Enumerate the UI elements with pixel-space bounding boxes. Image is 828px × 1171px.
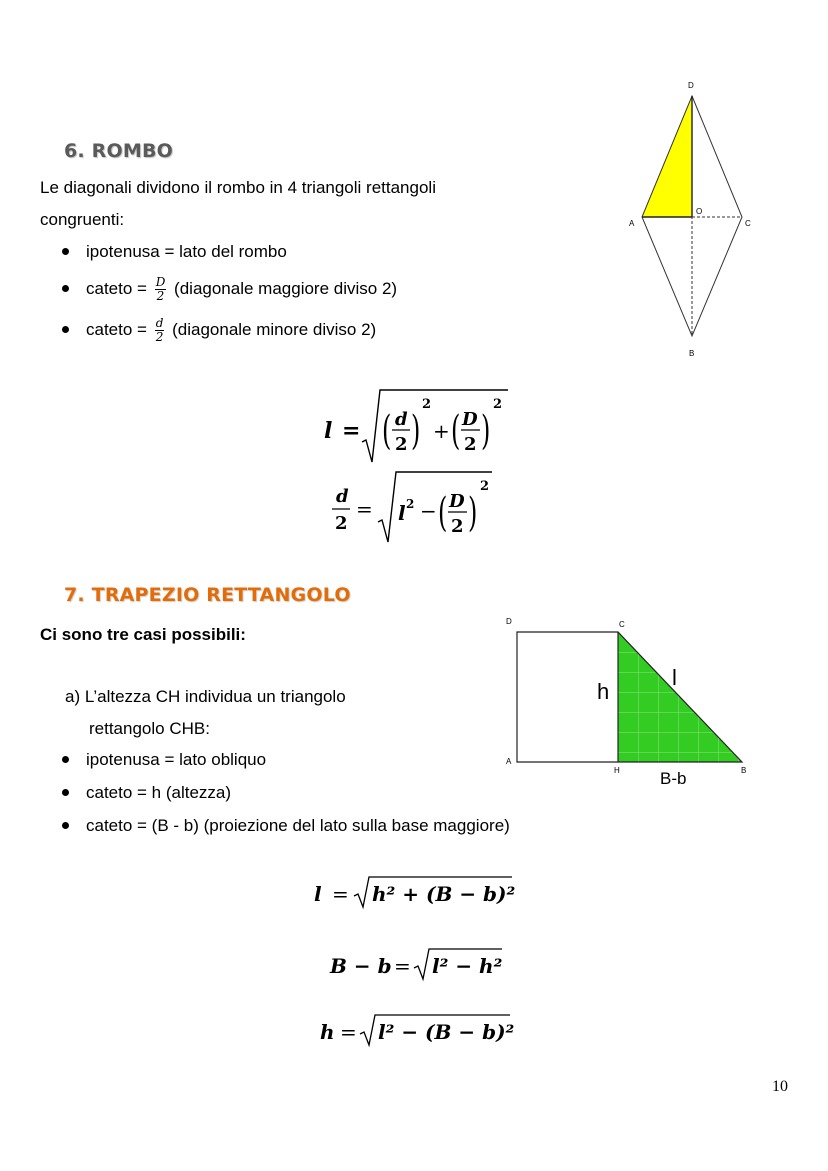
- page-number: 10: [772, 1078, 788, 1095]
- f2-lhs: B − b: [330, 954, 392, 978]
- base-diff-label: B-b: [660, 769, 687, 788]
- trapezio-bullet-leg-height: cateto = h (altezza): [34, 776, 674, 809]
- exp: 2: [480, 479, 490, 494]
- vertex-label-a: A: [506, 757, 512, 766]
- formula-rhombus-side: [318, 384, 518, 466]
- f1-lhs: l: [314, 882, 322, 906]
- formula-base-difference: [326, 944, 506, 984]
- lhs-num: d: [336, 486, 349, 507]
- trapezio-bullet-leg-projection: cateto = (B - b) (proiezione del lato sulla base maggiore): [34, 809, 674, 842]
- frac2-num: D: [462, 409, 478, 430]
- fraction-d-over-2: $\frac{d}{2}$: [155, 316, 164, 345]
- vertex-label-h: H: [614, 766, 620, 775]
- lhs-den: 2: [335, 513, 348, 534]
- paren-open-2: (: [451, 406, 461, 454]
- trapezio-bullet-hypotenuse: ipotenusa = lato obliquo: [34, 743, 674, 776]
- formula-equals: =: [342, 418, 361, 444]
- vertex-label-d: D: [506, 617, 512, 626]
- vertex-label-b: B: [741, 766, 747, 775]
- formula-height: [316, 1010, 516, 1050]
- f3-radicand: l² − (B − b)²: [378, 1020, 515, 1044]
- rombo-intro-line1: Le diagonali dividono il rombo in 4 triangoli rettangoli: [40, 178, 436, 197]
- vertex-label-a: A: [629, 219, 635, 228]
- rhombus-figure: [620, 74, 760, 370]
- base-exp: 2: [406, 497, 415, 511]
- paren-close-1: ): [411, 406, 421, 454]
- exp2: 2: [493, 397, 503, 412]
- section-title-rombo: 6. ROMBO: [64, 140, 173, 162]
- trapezio-case-a: [65, 681, 485, 745]
- frac-den: 2: [451, 516, 464, 537]
- section-title-trapezio: 7. TRAPEZIO RETTANGOLO: [64, 584, 351, 606]
- f1-eq: =: [332, 882, 349, 906]
- case-a-line1: a) L’altezza CH individua un triangolo: [65, 687, 346, 706]
- formula-lhs-l: l: [324, 418, 333, 444]
- formula-oblique-side: [310, 872, 520, 912]
- paren-open-1: (: [382, 406, 392, 454]
- rombo-bullet-hypotenuse: ipotenusa = lato del rombo: [34, 235, 594, 268]
- f1-radicand: h² + (B − b)²: [372, 882, 516, 906]
- rombo-bullet-leg-minor: cateto = $\frac{d}{2}$ (diagonale minore diviso 2): [34, 313, 594, 346]
- plus-sign: +: [433, 419, 450, 443]
- paren-open: (: [438, 488, 448, 536]
- vertex-label-c: C: [745, 219, 751, 228]
- minus-sign: −: [420, 499, 437, 523]
- formula-equals: =: [356, 497, 373, 521]
- vertex-label-c: C: [619, 620, 625, 629]
- rombo-bullet-leg-major: cateto = $\frac{D}{2}$ (diagonale maggiore diviso 2): [34, 272, 594, 305]
- case-a-line2: rettangolo CHB:: [89, 719, 210, 738]
- exp1: 2: [422, 397, 432, 412]
- rombo-intro-line2: congruenti:: [40, 210, 125, 229]
- right-trapezoid-figure: [500, 612, 760, 792]
- vertex-label-b: B: [689, 349, 695, 358]
- side-label: l: [672, 665, 677, 690]
- frac2-den: 2: [464, 434, 477, 455]
- f3-lhs: h: [320, 1020, 335, 1044]
- formula-rhombus-half-diagonal: [326, 466, 506, 548]
- rombo-bullet-list: [34, 235, 594, 346]
- vertex-label-o: O: [696, 207, 703, 216]
- fraction-D-over-2: $\frac{D}{2}$: [155, 275, 166, 304]
- vertex-label-d: D: [688, 81, 694, 90]
- rombo-intro: [40, 172, 600, 236]
- frac1-num: d: [395, 409, 408, 430]
- height-label: h: [597, 679, 610, 704]
- frac-num: D: [449, 491, 465, 512]
- trapezio-subtitle: Ci sono tre casi possibili:: [40, 625, 246, 644]
- paren-close-2: ): [481, 406, 491, 454]
- frac1-den: 2: [395, 434, 408, 455]
- f3-eq: =: [340, 1020, 357, 1044]
- base-l: l: [398, 501, 406, 525]
- f2-eq: =: [394, 954, 411, 978]
- f2-radicand: l² − h²: [432, 954, 503, 978]
- paren-close: ): [468, 488, 478, 536]
